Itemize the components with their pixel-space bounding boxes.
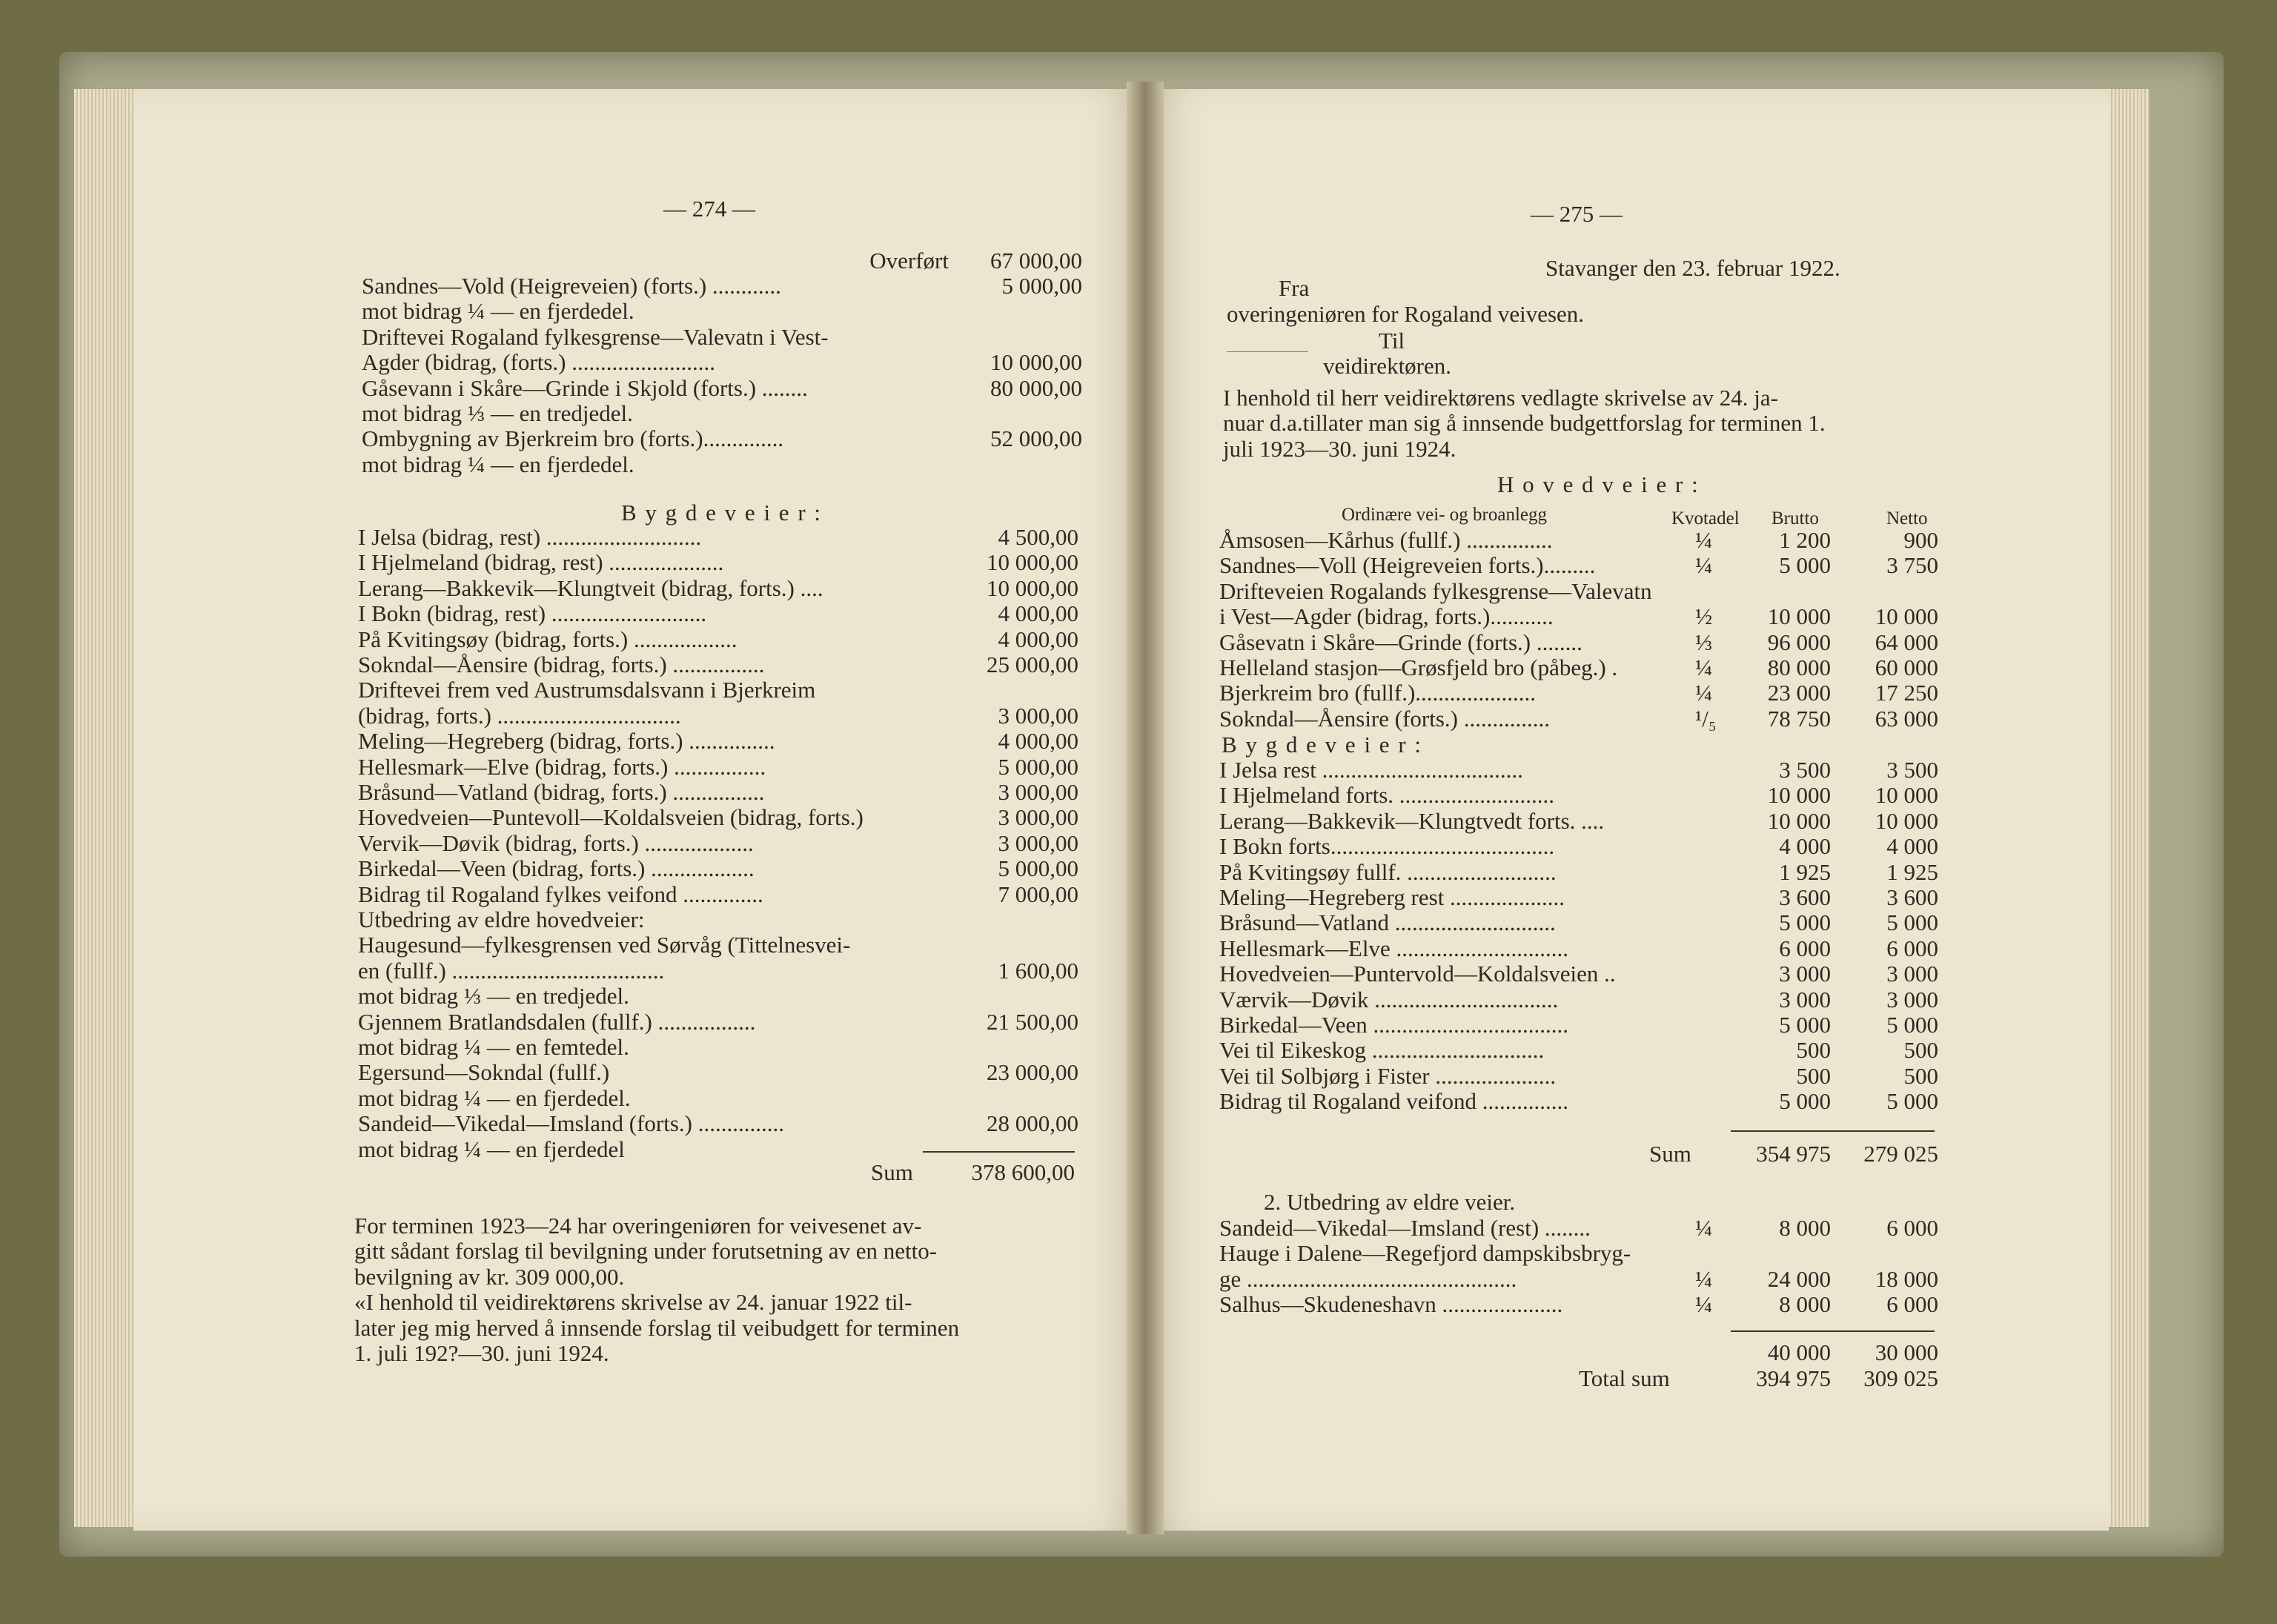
- hovedvei-netto: 63 000: [1875, 705, 1938, 732]
- hovedvei-kvota: ⅓: [1695, 629, 1713, 655]
- left-paragraph-line: For terminen 1923—24 har overingeniøren for veivesenet av-: [354, 1213, 922, 1239]
- left-bygdevei-amount: 10 000,00: [987, 549, 1078, 576]
- right-bygdevei-netto: 1 925: [1886, 858, 1938, 885]
- hovedvei-netto: 10 000: [1875, 603, 1938, 630]
- from-label: Fra: [1279, 275, 1310, 301]
- left-row-amount: 10 000,00: [990, 349, 1082, 376]
- right-sum-netto: 279 025: [1863, 1141, 1938, 1167]
- left-bygdevei-label: Sokndal—Åensire (bidrag, forts.) ................: [358, 652, 765, 677]
- right-bygdevei-netto: 5 000: [1886, 909, 1938, 936]
- to-label: Til: [1379, 328, 1405, 354]
- left-paragraph-line: bevilgning av kr. 309 000,00.: [354, 1263, 625, 1290]
- left-bygdevei-label: I Bokn (bidrag, rest) ...........................: [358, 600, 707, 627]
- left-bygdevei-label: Sandeid—Vikedal—Imsland (forts.) ...............: [358, 1110, 784, 1137]
- hovedvei-brutto: 5 000: [1779, 552, 1831, 579]
- hovedveier-heading: H o v e d v e i e r :: [1497, 471, 1700, 497]
- left-bygdevei-amount: 23 000,00: [987, 1059, 1078, 1086]
- left-paragraph-line: gitt sådant forslag til bevilgning under forutsetning av en netto-: [354, 1238, 938, 1265]
- right-sum-rule: [1731, 1130, 1935, 1132]
- hovedvei-kvota: ¹/₅: [1695, 705, 1717, 732]
- right-bygdevei-netto: 3 000: [1886, 961, 1938, 987]
- left-bygdevei-amount: 28 000,00: [987, 1110, 1078, 1137]
- right-bygdevei-netto: 10 000: [1875, 782, 1938, 809]
- hovedvei-netto: 3 750: [1886, 552, 1938, 579]
- hovedvei-netto: 900: [1903, 527, 1938, 553]
- right-bygdevei-label: I Hjelmeland forts. ...........................: [1219, 782, 1555, 809]
- hovedvei-kvota: ¼: [1695, 680, 1713, 706]
- right-bygdevei-brutto: 3 600: [1779, 884, 1831, 910]
- right-subtotal-netto: 30 000: [1875, 1339, 1938, 1365]
- left-bygdevei-amount: 7 000,00: [998, 881, 1078, 907]
- left-sum-amount: 378 600,00: [971, 1159, 1075, 1185]
- right-bygdevei-label: I Bokn forts.......................................: [1219, 833, 1555, 860]
- carried-forward-label: Overført: [869, 248, 949, 274]
- right-bygdevei-netto: 5 000: [1886, 1012, 1938, 1038]
- book-gutter: [1127, 82, 1164, 1534]
- hovedvei-label: Sandnes—Voll (Heigreveien forts.).........: [1219, 552, 1596, 579]
- column-brutto: Brutto: [1771, 508, 1819, 528]
- hovedvei-kvota: ½: [1695, 603, 1713, 630]
- to-name: veidirektøren.: [1323, 353, 1452, 379]
- left-bygdevei-label: mot bidrag ¼ — en fjerdedel: [358, 1136, 625, 1162]
- left-row-label: Ombygning av Bjerkreim bro (forts.)..............: [362, 425, 784, 452]
- right-bygdevei-brutto: 5 000: [1779, 1012, 1831, 1038]
- hovedvei-label: Åmsosen—Kårhus (fullf.) ...............: [1219, 527, 1553, 553]
- right-intro-line: juli 1923—30. juni 1924.: [1223, 435, 1456, 462]
- column-kvotadel: Kvotadel: [1671, 508, 1740, 528]
- hovedvei-brutto: 1 200: [1779, 527, 1831, 553]
- left-bygdevei-amount: 4 500,00: [998, 524, 1078, 550]
- left-bygdevei-label: Utbedring av eldre hovedveier:: [358, 907, 645, 932]
- column-netto: Netto: [1886, 508, 1928, 528]
- right-bygdevei-brutto: 10 000: [1767, 807, 1831, 834]
- right-bygdevei-label: På Kvitingsøy fullf. ..........................: [1219, 858, 1557, 885]
- right-bygdevei-label: Vei til Solbjørg i Fister .....................: [1219, 1062, 1557, 1089]
- right-bygdevei-label: Hovedveien—Puntervold—Koldalsveien ..: [1219, 961, 1616, 987]
- left-row-label: mot bidrag ¼ — en fjerdedel.: [362, 451, 634, 477]
- hovedvei-label: Sokndal—Åensire (forts.) ...............: [1219, 705, 1550, 732]
- section2-netto: 6 000: [1886, 1215, 1938, 1241]
- right-bygdevei-label: I Jelsa rest ...................................: [1219, 757, 1523, 783]
- left-bygdevei-label: en (fullf.) .....................................: [358, 957, 665, 984]
- right-bygdevei-brutto: 3 000: [1779, 961, 1831, 987]
- right-total-brutto: 394 975: [1756, 1365, 1831, 1391]
- left-bygdevei-amount: 3 000,00: [998, 829, 1078, 856]
- section2-kvota: ¼: [1695, 1291, 1713, 1318]
- hovedvei-label: Helleland stasjon—Grøsfjeld bro (påbeg.) .: [1219, 654, 1618, 680]
- right-bygdevei-brutto: 3 500: [1779, 757, 1831, 783]
- right-bygdevei-brutto: 500: [1796, 1062, 1831, 1089]
- right-bygdevei-netto: 10 000: [1875, 807, 1938, 834]
- right-bygdevei-netto: 5 000: [1886, 1088, 1938, 1115]
- right-bygdevei-netto: 500: [1903, 1037, 1938, 1064]
- right-bygdevei-brutto: 500: [1796, 1037, 1831, 1064]
- left-paragraph-line: «I henhold til veidirektørens skrivelse av 24. januar 1922 til-: [354, 1289, 912, 1316]
- left-bygdevei-label: Haugesund—fylkesgrensen ved Sørvåg (Tittelnesvei-: [358, 932, 851, 958]
- right-bygdevei-netto: 3 500: [1886, 757, 1938, 783]
- left-row-label: Agder (bidrag, (forts.) .........................: [362, 349, 715, 376]
- left-bygdevei-label: (bidrag, forts.) ................................: [358, 702, 681, 729]
- hovedvei-kvota: ¼: [1695, 527, 1713, 553]
- right-bygdevei-netto: 6 000: [1886, 935, 1938, 961]
- section2-label: Sandeid—Vikedal—Imsland (rest) ........: [1219, 1215, 1591, 1241]
- left-bygdevei-label: Hellesmark—Elve (bidrag, forts.) ................: [358, 753, 766, 780]
- carried-forward-amount: 67 000,00: [990, 248, 1082, 274]
- hovedvei-kvota: ¼: [1695, 552, 1713, 579]
- left-bygdevei-label: På Kvitingsøy (bidrag, forts.) ..................: [358, 626, 738, 652]
- section2-label: Salhus—Skudeneshavn .....................: [1219, 1291, 1563, 1318]
- hovedvei-label: Drifteveien Rogalands fylkesgrense—Valevatn: [1219, 577, 1652, 604]
- hovedvei-netto: 60 000: [1875, 654, 1938, 680]
- hovedvei-brutto: 78 750: [1767, 705, 1831, 732]
- left-bygdevei-label: Lerang—Bakkevik—Klungtveit (bidrag, forts.) ....: [358, 574, 823, 601]
- right-bygdevei-label: Værvik—Døvik ................................: [1219, 986, 1559, 1012]
- section2-heading: 2. Utbedring av eldre veier.: [1264, 1189, 1516, 1215]
- left-bygdevei-amount: 5 000,00: [998, 855, 1078, 882]
- right-bygdevei-brutto: 5 000: [1779, 1088, 1831, 1115]
- left-bygdevei-amount: 3 000,00: [998, 779, 1078, 805]
- left-bygdevei-amount: 10 000,00: [987, 574, 1078, 601]
- left-bygdevei-label: Meling—Hegreberg (bidrag, forts.) ...............: [358, 728, 775, 755]
- right-bygdevei-brutto: 3 000: [1779, 986, 1831, 1012]
- hovedvei-brutto: 96 000: [1767, 629, 1831, 655]
- left-row-amount: 80 000,00: [990, 374, 1082, 401]
- left-bygdevei-label: mot bidrag ¼ — en femtedel.: [358, 1034, 629, 1060]
- left-row-label: mot bidrag ⅓ — en tredjedel.: [362, 400, 633, 426]
- hovedvei-brutto: 23 000: [1767, 680, 1831, 706]
- right-intro-line: I henhold til herr veidirektørens vedlagte skrivelse av 24. ja-: [1223, 385, 1778, 411]
- left-row-label: Gåsevann i Skåre—Grinde i Skjold (forts.) ........: [362, 374, 808, 401]
- section2-netto: 18 000: [1875, 1265, 1938, 1292]
- left-row-label: Sandnes—Vold (Heigreveien) (forts.) ............: [362, 273, 781, 299]
- left-bygdevei-label: Driftevei frem ved Austrumsdalsvann i Bjerkreim: [358, 677, 816, 703]
- column-category: Ordinære vei- og broanlegg: [1342, 505, 1548, 525]
- left-row-label: Driftevei Rogaland fylkesgrense—Valevatn i Vest-: [362, 323, 829, 350]
- section2-brutto: 8 000: [1779, 1291, 1831, 1318]
- hovedvei-brutto: 10 000: [1767, 603, 1831, 630]
- section2-netto: 6 000: [1886, 1291, 1938, 1318]
- left-paragraph-line: later jeg mig herved å innsende forslag til veibudgett for terminen: [354, 1314, 960, 1341]
- section2-label: Hauge i Dalene—Regefjord dampskibsbryg-: [1219, 1240, 1631, 1267]
- right-bygdevei-netto: 4 000: [1886, 833, 1938, 860]
- hovedvei-label: Bjerkreim bro (fullf.).....................: [1219, 680, 1537, 706]
- left-bygdevei-amount: 3 000,00: [998, 702, 1078, 729]
- right-subtotal-brutto: 40 000: [1767, 1339, 1831, 1365]
- left-bygdevei-label: I Jelsa (bidrag, rest) ...........................: [358, 524, 702, 550]
- right-bygdevei-label: Bidrag til Rogaland veifond ...............: [1219, 1088, 1568, 1115]
- left-bygdevei-label: Gjennem Bratlandsdalen (fullf.) .................: [358, 1008, 756, 1035]
- left-sum-rule: [923, 1151, 1075, 1153]
- right-bygdeveier-heading: B y g d e v e i e r :: [1222, 732, 1423, 758]
- left-bygdevei-label: mot bidrag ⅓ — en tredjedel.: [358, 983, 629, 1010]
- left-bygdevei-label: Hovedveien—Puntevoll—Koldalsveien (bidrag, forts.): [358, 804, 864, 831]
- left-bygdevei-amount: 25 000,00: [987, 652, 1078, 677]
- right-bygdevei-netto: 500: [1903, 1062, 1938, 1089]
- left-bygdevei-label: Egersund—Sokndal (fullf.): [358, 1059, 610, 1086]
- right-bygdevei-brutto: 4 000: [1779, 833, 1831, 860]
- left-bygdevei-label: Vervik—Døvik (bidrag, forts.) ...................: [358, 829, 754, 856]
- right-bygdevei-label: Bråsund—Vatland ............................: [1219, 909, 1556, 936]
- hovedvei-kvota: ¼: [1695, 654, 1713, 680]
- left-bygdeveier-heading: B y g d e v e i e r :: [621, 500, 823, 526]
- right-bygdevei-brutto: 5 000: [1779, 909, 1831, 936]
- page-edges-left: [74, 89, 141, 1527]
- left-bygdevei-label: Bråsund—Vatland (bidrag, forts.) ................: [358, 779, 765, 805]
- hovedvei-netto: 64 000: [1875, 629, 1938, 655]
- left-bygdevei-amount: 5 000,00: [998, 753, 1078, 780]
- right-bygdevei-netto: 3 600: [1886, 884, 1938, 910]
- section2-label: ge ...............................................: [1219, 1265, 1517, 1292]
- left-bygdevei-label: mot bidrag ¼ — en fjerdedel.: [358, 1084, 631, 1111]
- right-intro-line: nuar d.a.tillater man sig å innsende budgettforslag for terminen 1.: [1223, 410, 1826, 437]
- left-bygdevei-amount: 3 000,00: [998, 804, 1078, 831]
- right-bygdevei-label: Lerang—Bakkevik—Klungtvedt forts. ....: [1219, 807, 1605, 834]
- hovedvei-brutto: 80 000: [1767, 654, 1831, 680]
- hovedvei-label: i Vest—Agder (bidrag, forts.)...........: [1219, 603, 1554, 630]
- left-row-amount: 5 000,00: [1001, 273, 1082, 299]
- left-paragraph-line: 1. juli 192?—30. juni 1924.: [354, 1340, 609, 1366]
- from-name: overingeniøren for Rogaland veivesen.: [1227, 301, 1585, 327]
- right-bygdevei-brutto: 6 000: [1779, 935, 1831, 961]
- left-sum-label: Sum: [871, 1159, 913, 1185]
- right-bygdevei-netto: 3 000: [1886, 986, 1938, 1012]
- right-sum-label: Sum: [1649, 1141, 1691, 1167]
- left-row-amount: 52 000,00: [990, 425, 1082, 452]
- right-bygdevei-brutto: 10 000: [1767, 782, 1831, 809]
- left-bygdevei-amount: 21 500,00: [987, 1008, 1078, 1035]
- left-bygdevei-amount: 4 000,00: [998, 728, 1078, 755]
- left-bygdevei-label: Birkedal—Veen (bidrag, forts.) ..................: [358, 855, 755, 882]
- section2-brutto: 24 000: [1767, 1265, 1831, 1292]
- right-bygdevei-label: Hellesmark—Elve ..............................: [1219, 935, 1568, 961]
- left-bygdevei-label: Bidrag til Rogaland fylkes veifond ..............: [358, 881, 763, 907]
- right-total-label: Total sum: [1579, 1365, 1670, 1391]
- page-number-275: — 275 —: [1531, 201, 1623, 227]
- section2-kvota: ¼: [1695, 1215, 1713, 1241]
- right-bygdevei-label: Birkedal—Veen ..................................: [1219, 1012, 1568, 1038]
- right-bygdevei-label: Meling—Hegreberg rest ....................: [1219, 884, 1565, 910]
- right-bygdevei-brutto: 1 925: [1779, 858, 1831, 885]
- section2-kvota: ¼: [1695, 1265, 1713, 1292]
- right-sum-brutto: 354 975: [1756, 1141, 1831, 1167]
- hovedvei-netto: 17 250: [1875, 680, 1938, 706]
- address-divider: [1227, 351, 1308, 352]
- right-bygdevei-label: Vei til Eikeskog ..............................: [1219, 1037, 1545, 1064]
- left-bygdevei-label: I Hjelmeland (bidrag, rest) ....................: [358, 549, 724, 576]
- section2-brutto: 8 000: [1779, 1215, 1831, 1241]
- hovedvei-label: Gåsevatn i Skåre—Grinde (forts.) ........: [1219, 629, 1582, 655]
- page-number-274: — 274 —: [663, 196, 755, 222]
- left-bygdevei-amount: 1 600,00: [998, 957, 1078, 984]
- left-bygdevei-amount: 4 000,00: [998, 626, 1078, 652]
- right-total-netto: 309 025: [1863, 1365, 1938, 1391]
- place-date: Stavanger den 23. februar 1922.: [1545, 255, 1840, 281]
- right-subtotal-rule: [1731, 1330, 1935, 1332]
- left-bygdevei-amount: 4 000,00: [998, 600, 1078, 627]
- left-row-label: mot bidrag ¼ — en fjerdedel.: [362, 298, 634, 325]
